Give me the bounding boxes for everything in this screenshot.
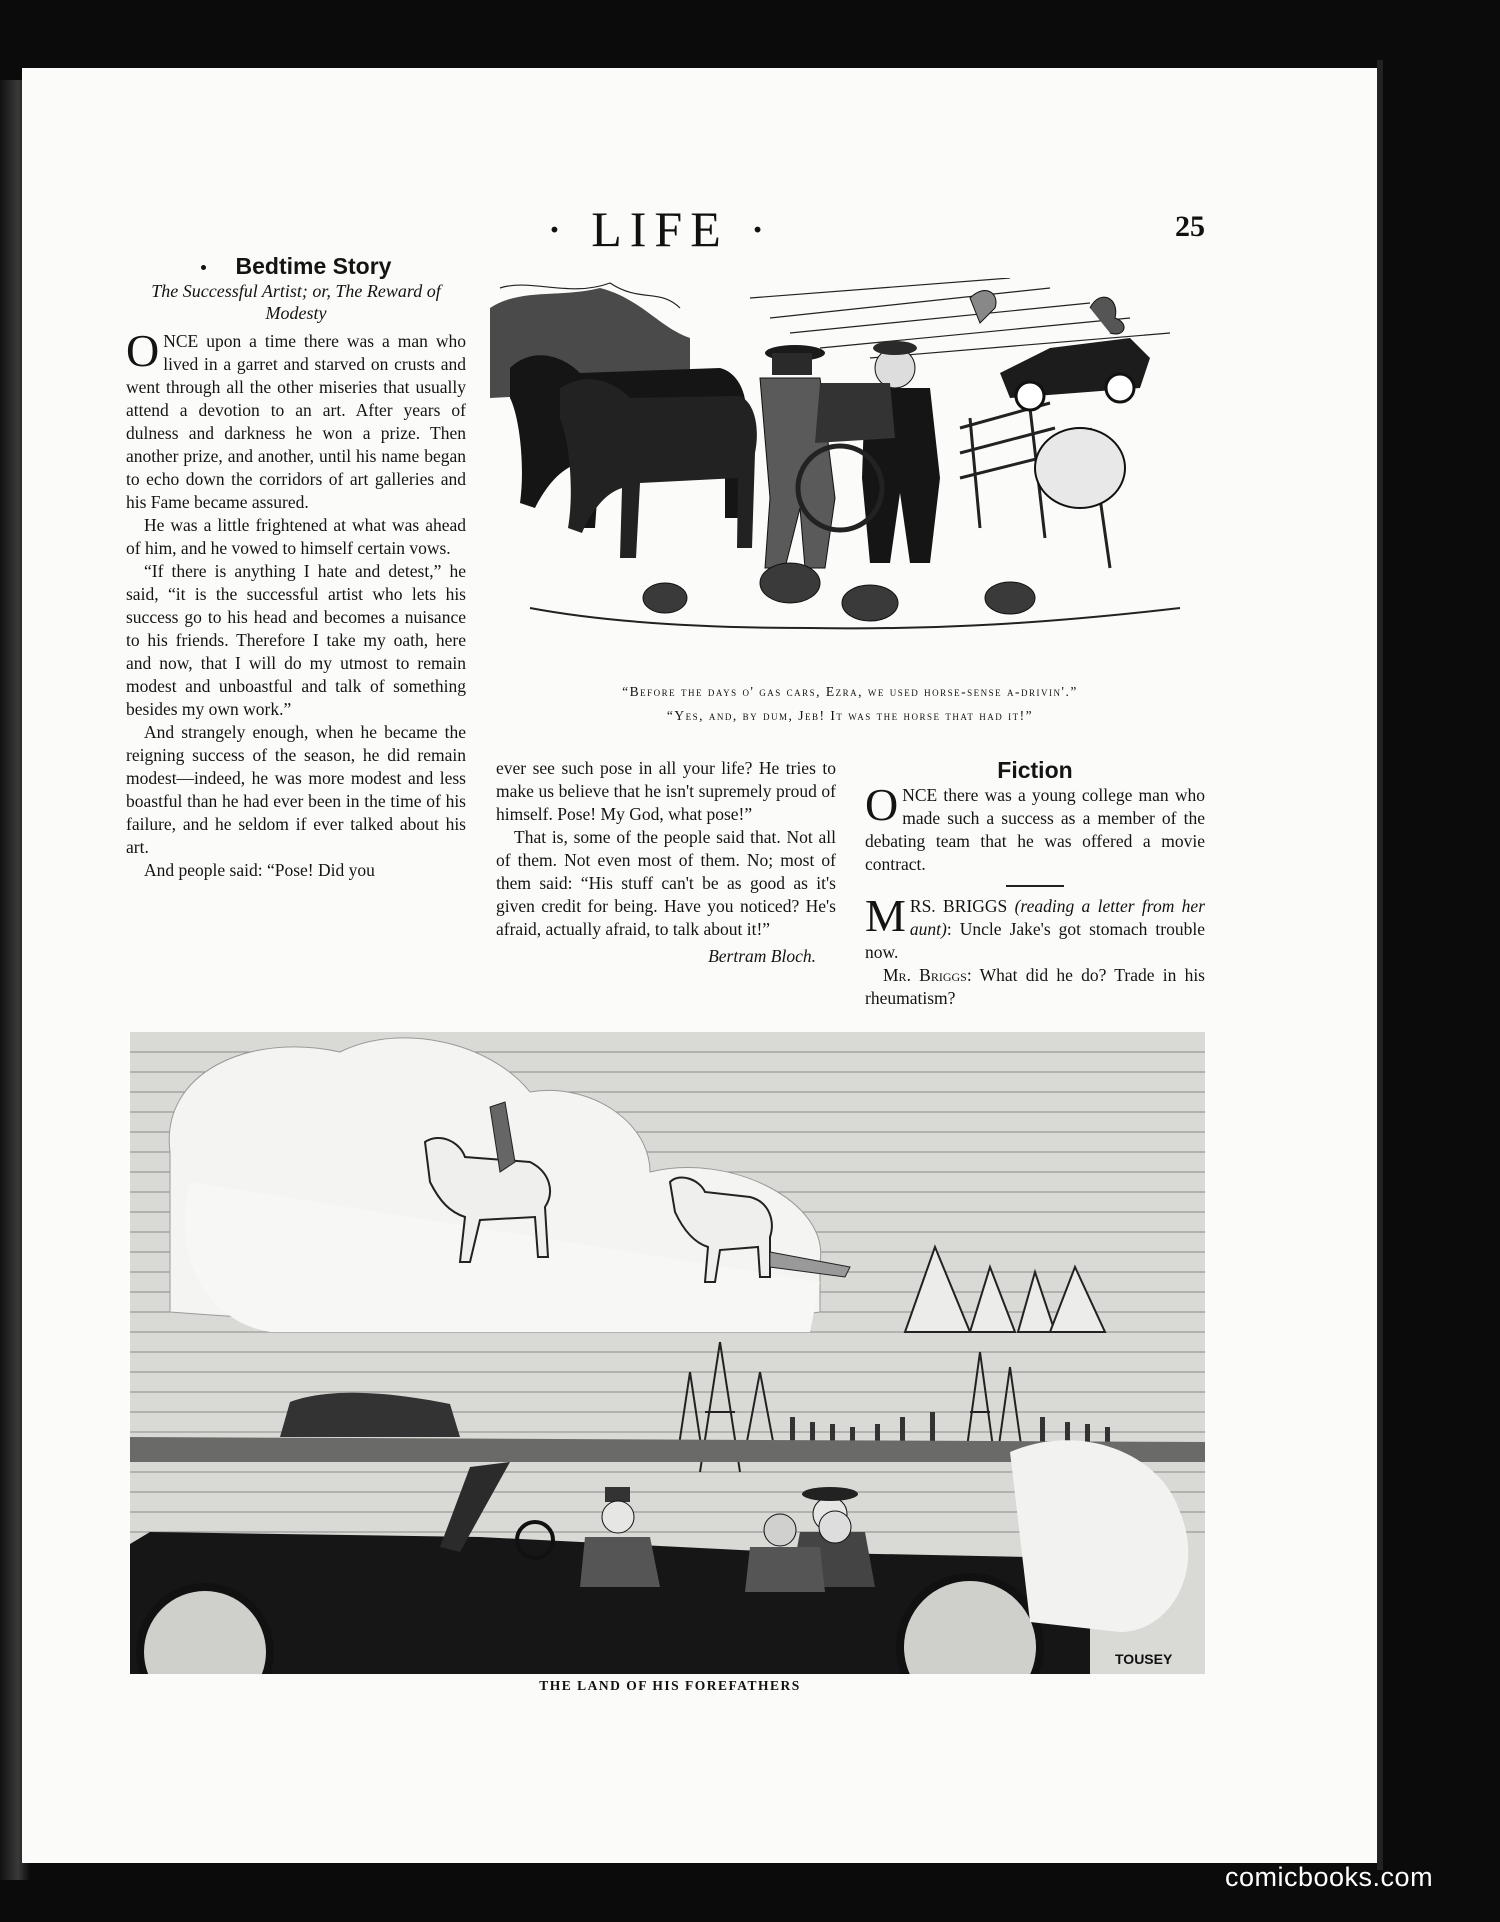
page-number: 25 — [1175, 210, 1205, 243]
briggs-joke-line-1: MRS. BRIGGS (reading a letter from her aunt): Uncle Jake's got stomach trouble now. — [865, 890, 1206, 962]
story-paragraph-5: And people said: “Pose! Did you — [144, 860, 375, 880]
bedtime-story-column — [126, 255, 466, 882]
caption-line-1: “Before the days o' gas cars, Ezra, we used horse-sense a-drivin'.” — [622, 684, 1078, 699]
farm-cartoon-illustration — [490, 278, 1190, 653]
farm-cartoon-caption — [495, 680, 1205, 728]
section-divider — [1006, 885, 1064, 887]
page-edge — [1377, 60, 1383, 1870]
story-paragraph-6: ever see such pose in all your life? He tries to make us believe that he isn't supremely proud of himself. Pose! My God, what pose!” — [496, 758, 836, 824]
fiction-title: Fiction — [997, 757, 1073, 783]
masthead: · LIFE · — [546, 201, 774, 257]
bedtime-story-subtitle: The Successful Artist; or, The Reward of Modesty — [151, 281, 441, 323]
briggs-joke-line-2: Mr. Briggs: What did he do? Trade in his rheumatism? — [865, 965, 1205, 1008]
fiction-paragraph: ONCE there was a young college man who made such a success as a member of the debating team that he was offered a movie contract. — [865, 779, 1205, 874]
land-of-forefathers-illustration — [130, 1032, 1205, 1674]
bullet-icon — [201, 265, 206, 270]
drop-cap: M — [865, 890, 906, 941]
drop-cap: O — [865, 779, 899, 830]
fiction-column — [865, 757, 1205, 1010]
story-paragraph-7: That is, some of the people said that. Not all of them. Not even most of them. No; most of them said: “His stuff can't be as good as it's given credit for being. Have you noticed? He's afraid, actually afraid, to talk about it!” — [496, 827, 836, 939]
caption-line-2: “Yes, and, by dum, Jeb! It was the horse that had it!” — [666, 708, 1034, 723]
author-signature: Bertram Bloch. — [708, 946, 816, 966]
artist-signature: TOUSEY — [1115, 1651, 1173, 1667]
land-cartoon-caption: THE LAND OF HIS FOREFATHERS — [539, 1678, 801, 1693]
drop-cap: O — [126, 325, 160, 376]
bedtime-story-title: Bedtime Story — [126, 255, 466, 278]
site-watermark: comicbooks.com — [1225, 1862, 1434, 1892]
story-paragraph-4: And strangely enough, when he became the reigning success of the season, he did remain modest—indeed, he was more modest and less boastful than he had ever been in the time of his failure, and he seldom if ever talked about his art. — [126, 722, 466, 857]
story-paragraph-3: “If there is anything I hate and detest,” he said, “it is the successful artist who lets his success go to his head and becomes a nuisance to his friends. Therefore I take my oath, here and now, that I will do my utmost to remain modest and unboastful and talk of something besides my own work.” — [126, 561, 466, 719]
story-paragraph-2: He was a little frightened at what was ahead of him, and he vowed to himself certain vows. — [126, 515, 466, 558]
story-paragraph-1: ONCE upon a time there was a man who lived in a garret and starved on crusts and went through all the other miseries that usually attend a devotion to an art. After years of dulness and darkness he won a prize. Then another prize, and another, until his name began to echo down the corridors of art galleries and his Fame became assured. — [126, 325, 466, 512]
bedtime-story-continued — [496, 757, 836, 968]
